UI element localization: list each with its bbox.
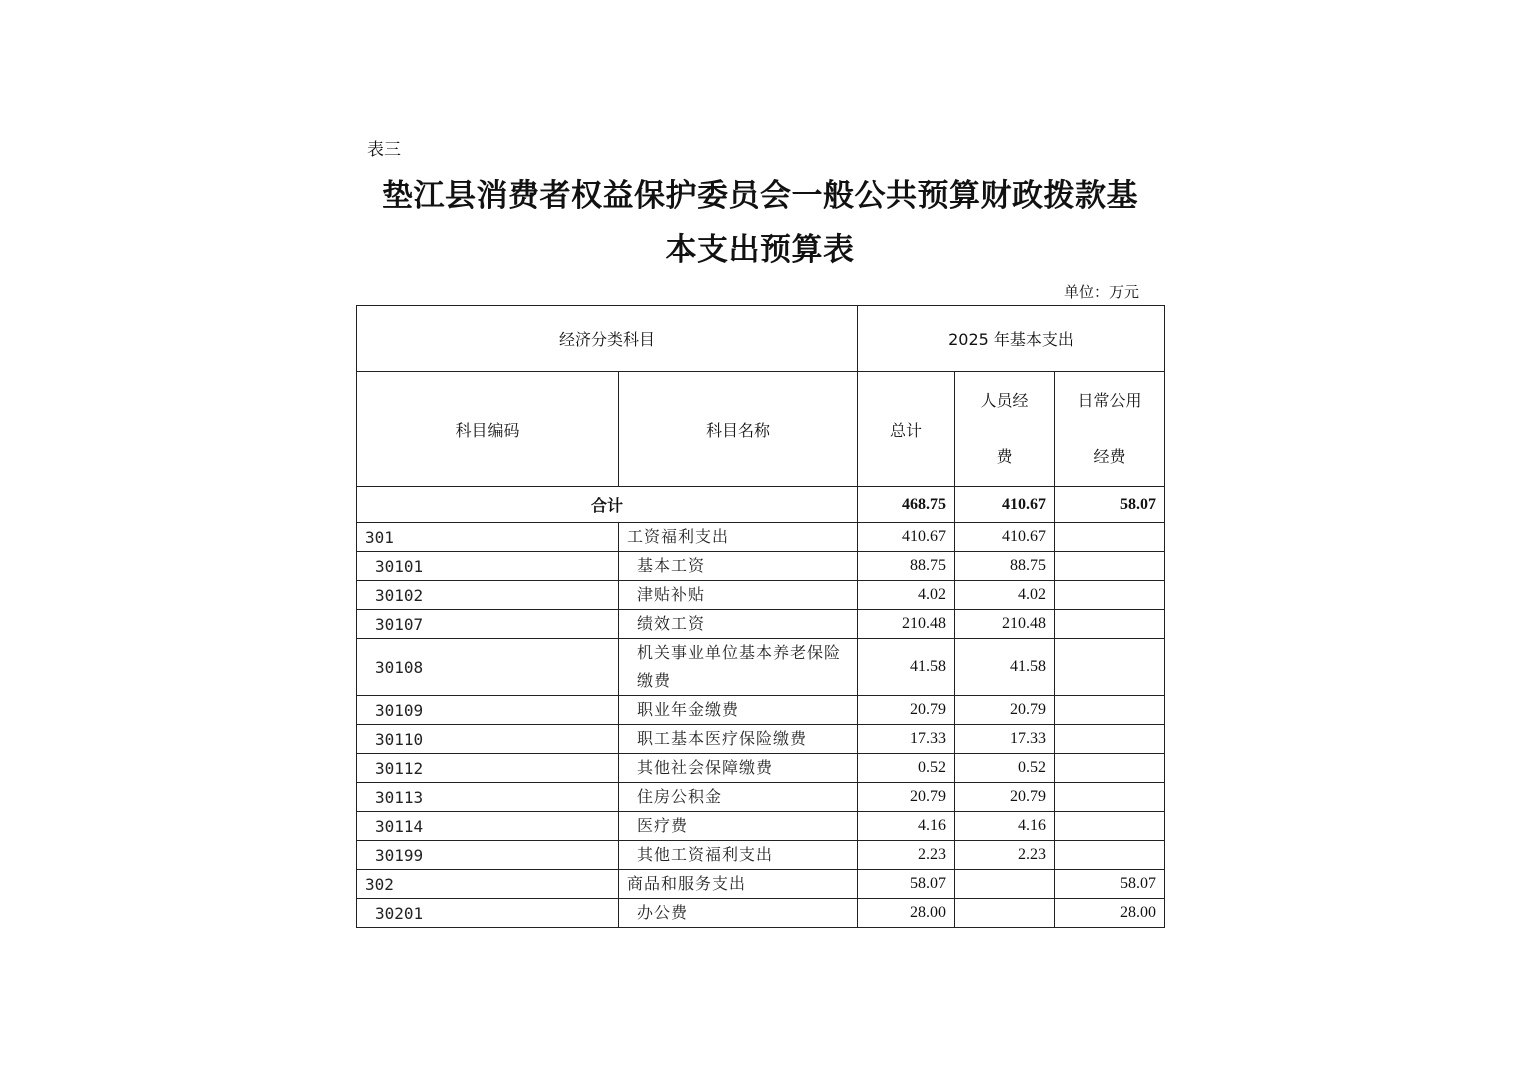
row-personnel: 4.16 <box>955 812 1055 841</box>
row-public <box>1055 581 1165 610</box>
row-personnel: 2.23 <box>955 841 1055 870</box>
table-row <box>357 754 1165 783</box>
table-row <box>357 899 1165 928</box>
row-personnel <box>955 870 1055 899</box>
header-public-line1: 日常公用 <box>1077 391 1142 410</box>
table-row <box>357 610 1165 639</box>
row-name: 机关事业单位基本养老保险缴费 <box>619 639 858 696</box>
row-name: 绩效工资 <box>619 610 858 639</box>
table-row <box>357 552 1165 581</box>
table-row <box>357 812 1165 841</box>
row-name: 工资福利支出 <box>619 523 858 552</box>
header-personnel-line1: 人员经 <box>980 391 1029 410</box>
row-code: 30108 <box>357 639 619 696</box>
total-public: 58.07 <box>1055 487 1165 523</box>
row-code: 30107 <box>357 610 619 639</box>
row-code: 30101 <box>357 552 619 581</box>
header-category: 经济分类科目 <box>357 306 858 372</box>
table-row <box>357 696 1165 725</box>
row-name: 基本工资 <box>619 552 858 581</box>
row-name: 办公费 <box>619 899 858 928</box>
row-public <box>1055 610 1165 639</box>
row-total: 20.79 <box>858 783 955 812</box>
row-name: 津贴补贴 <box>619 581 858 610</box>
row-total: 58.07 <box>858 870 955 899</box>
header-public-line2: 经费 <box>1093 447 1126 466</box>
row-name: 其他社会保障缴费 <box>619 754 858 783</box>
budget-table <box>356 305 1165 928</box>
table-row <box>357 870 1165 899</box>
row-total: 4.16 <box>858 812 955 841</box>
table-row <box>357 725 1165 754</box>
row-code: 30114 <box>357 812 619 841</box>
row-personnel: 410.67 <box>955 523 1055 552</box>
row-public <box>1055 725 1165 754</box>
header-personnel-line2: 费 <box>996 447 1013 466</box>
page-title-line2: 本支出预算表 <box>665 232 855 268</box>
row-total: 20.79 <box>858 696 955 725</box>
row-personnel: 0.52 <box>955 754 1055 783</box>
total-total: 468.75 <box>858 487 955 523</box>
row-total: 0.52 <box>858 754 955 783</box>
row-name: 住房公积金 <box>619 783 858 812</box>
row-name: 医疗费 <box>619 812 858 841</box>
row-public: 28.00 <box>1055 899 1165 928</box>
header-public <box>1055 372 1165 487</box>
row-public <box>1055 552 1165 581</box>
row-public <box>1055 523 1165 552</box>
header-row-1 <box>357 306 1165 372</box>
row-total: 28.00 <box>858 899 955 928</box>
row-name: 商品和服务支出 <box>619 870 858 899</box>
row-public: 58.07 <box>1055 870 1165 899</box>
row-name: 职业年金缴费 <box>619 696 858 725</box>
row-public <box>1055 783 1165 812</box>
row-public <box>1055 639 1165 696</box>
total-row <box>357 487 1165 523</box>
header-name: 科目名称 <box>619 372 858 487</box>
table-label: 表三 <box>367 140 401 160</box>
row-code: 30109 <box>357 696 619 725</box>
header-personnel <box>955 372 1055 487</box>
table-row <box>357 581 1165 610</box>
row-personnel: 20.79 <box>955 696 1055 725</box>
row-total: 2.23 <box>858 841 955 870</box>
row-personnel: 20.79 <box>955 783 1055 812</box>
header-total: 总计 <box>858 372 955 487</box>
row-total: 210.48 <box>858 610 955 639</box>
row-total: 410.67 <box>858 523 955 552</box>
row-personnel: 88.75 <box>955 552 1055 581</box>
row-public <box>1055 754 1165 783</box>
row-personnel: 210.48 <box>955 610 1055 639</box>
row-code: 30201 <box>357 899 619 928</box>
row-code: 301 <box>357 523 619 552</box>
row-public <box>1055 812 1165 841</box>
table-row <box>357 523 1165 552</box>
row-total: 4.02 <box>858 581 955 610</box>
total-label: 合计 <box>357 487 858 523</box>
total-personnel: 410.67 <box>955 487 1055 523</box>
row-personnel <box>955 899 1055 928</box>
row-total: 88.75 <box>858 552 955 581</box>
row-personnel: 4.02 <box>955 581 1055 610</box>
unit-label: 单位：万元 <box>1064 283 1140 301</box>
row-code: 30113 <box>357 783 619 812</box>
row-name: 职工基本医疗保险缴费 <box>619 725 858 754</box>
table-row <box>357 783 1165 812</box>
row-public <box>1055 696 1165 725</box>
row-code: 30102 <box>357 581 619 610</box>
page-title-line1: 垫江县消费者权益保护委员会一般公共预算财政拨款基 <box>382 178 1138 214</box>
row-total: 41.58 <box>858 639 955 696</box>
table-row <box>357 639 1165 696</box>
row-code: 30110 <box>357 725 619 754</box>
table-row <box>357 841 1165 870</box>
row-personnel: 17.33 <box>955 725 1055 754</box>
row-code: 30112 <box>357 754 619 783</box>
row-personnel: 41.58 <box>955 639 1055 696</box>
row-total: 17.33 <box>858 725 955 754</box>
row-public <box>1055 841 1165 870</box>
header-code: 科目编码 <box>357 372 619 487</box>
row-name: 其他工资福利支出 <box>619 841 858 870</box>
header-year-expense: 2025 年基本支出 <box>858 306 1165 372</box>
row-code: 302 <box>357 870 619 899</box>
header-row-2 <box>357 372 1165 487</box>
row-code: 30199 <box>357 841 619 870</box>
